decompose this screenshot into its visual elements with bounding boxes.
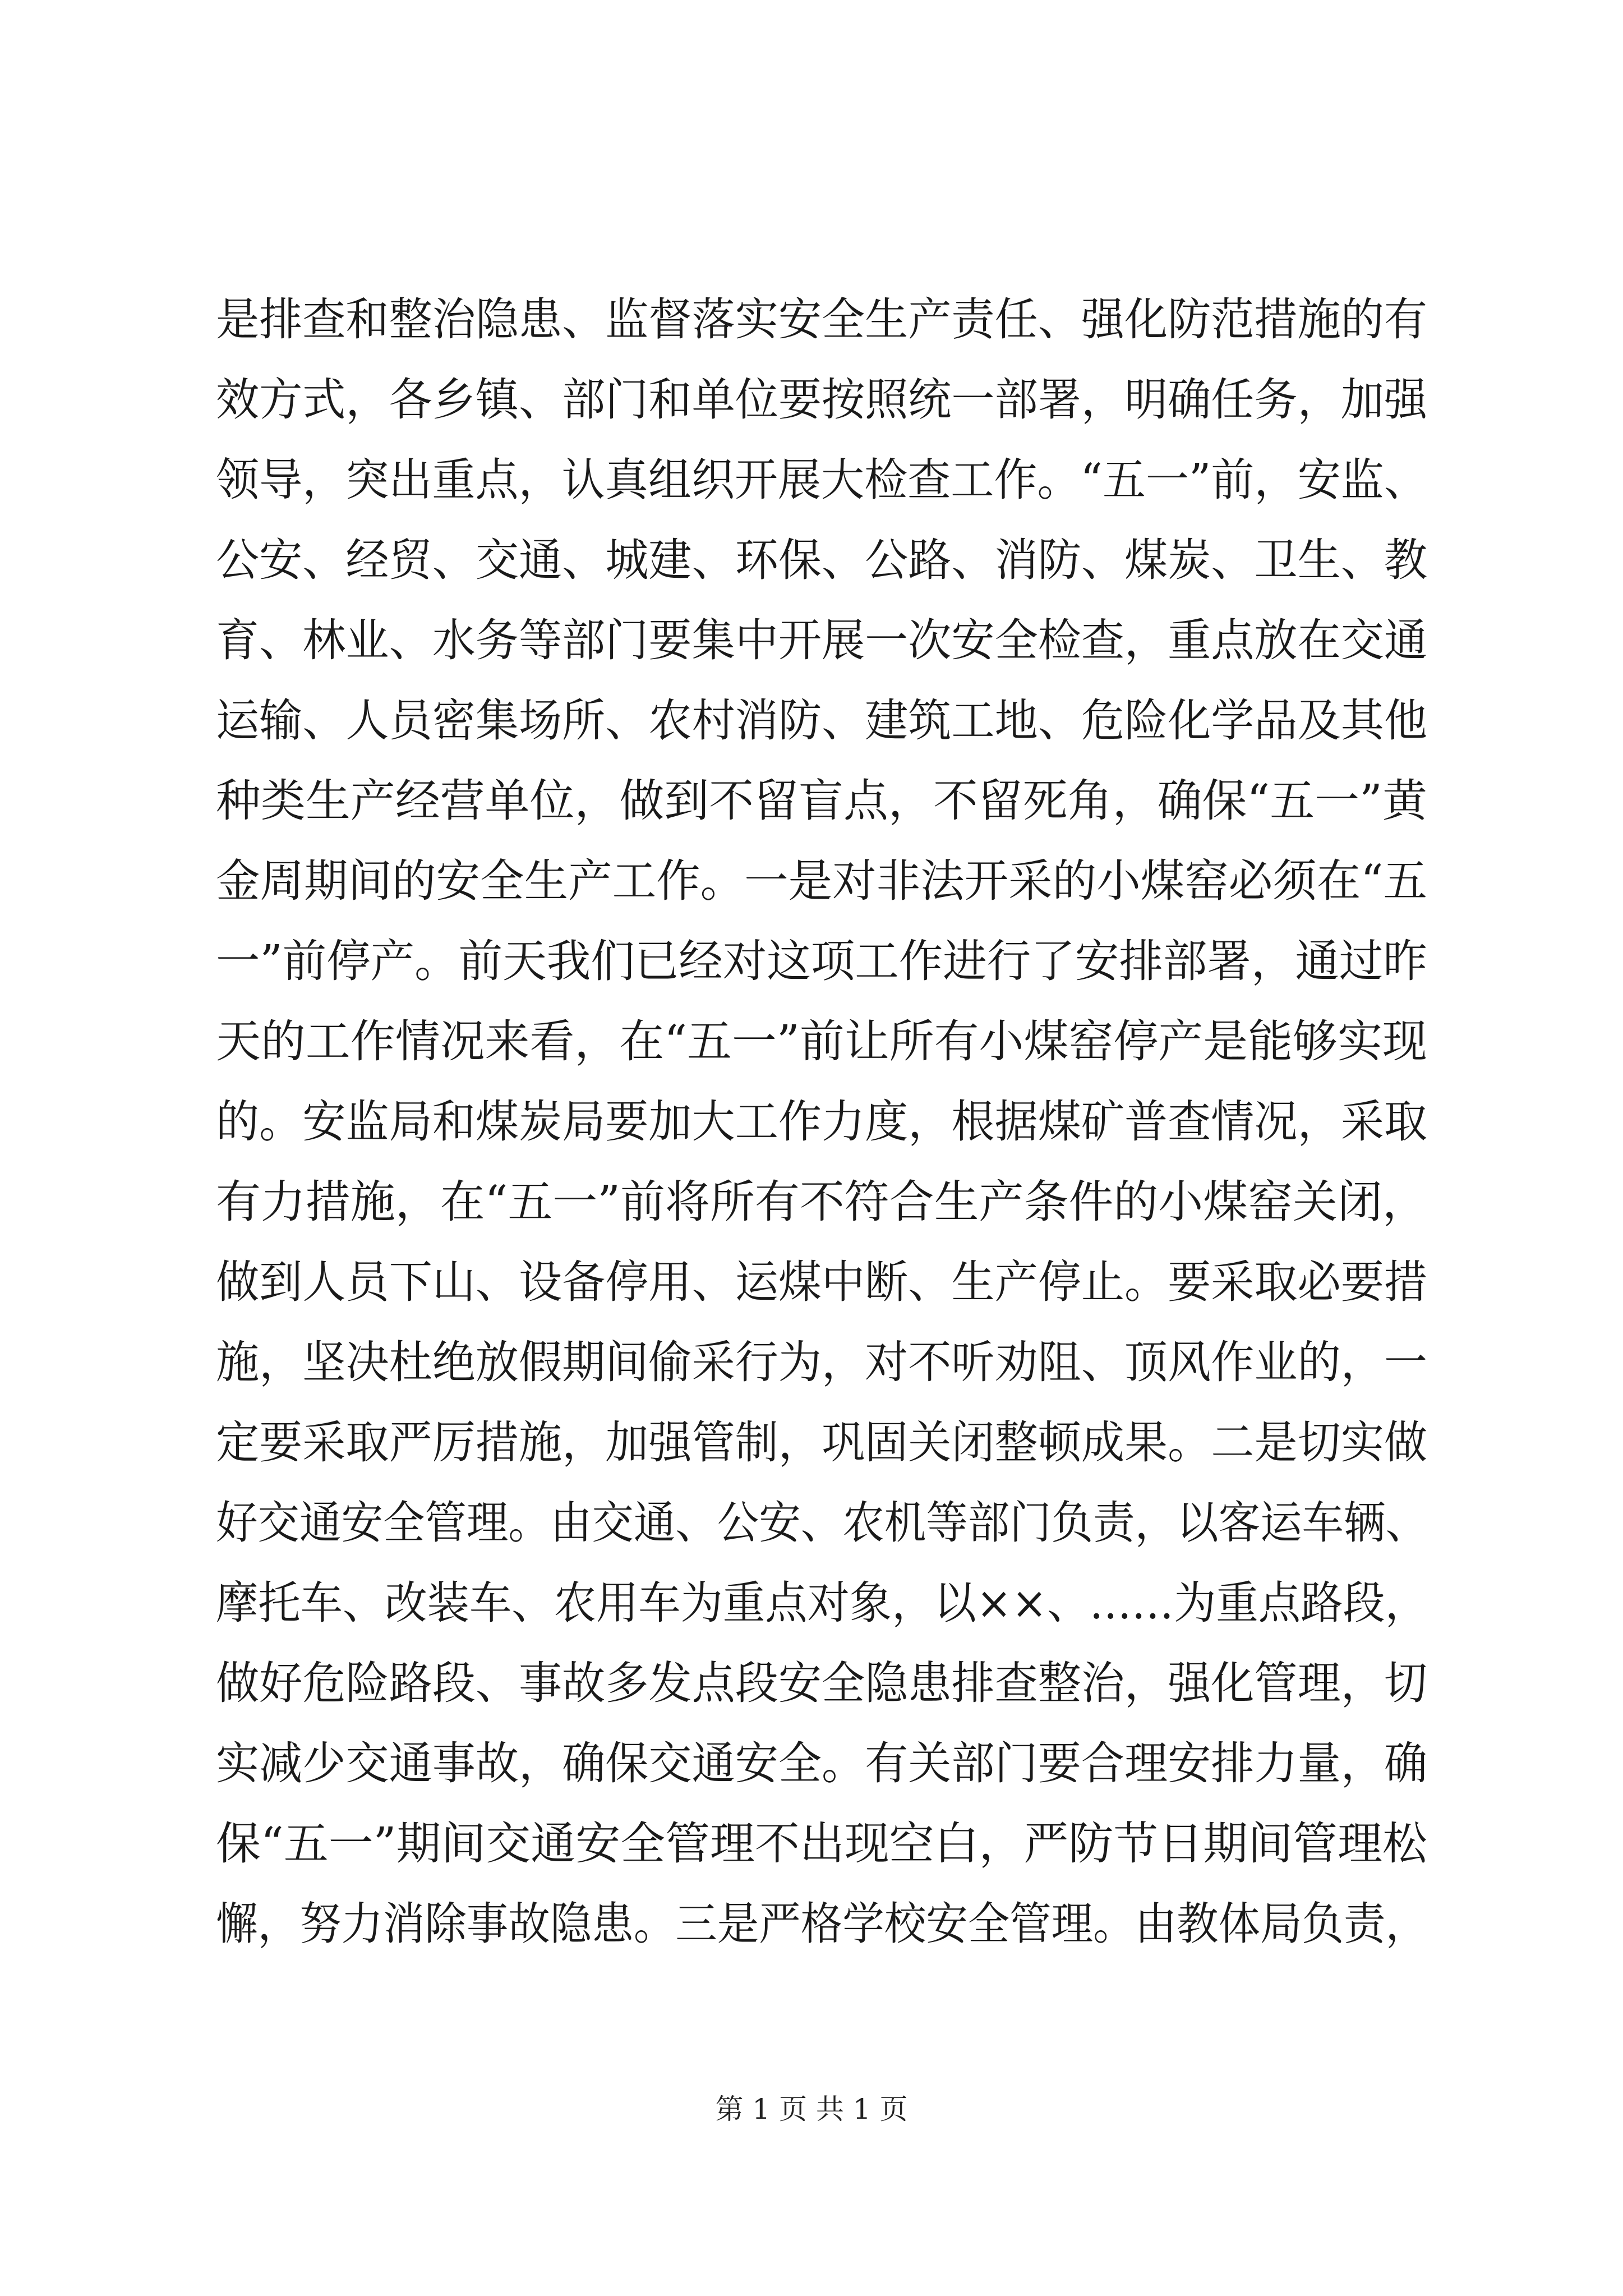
text-line: 公安、经贸、交通、城建、环保、公路、消防、煤炭、卫生、教	[216, 534, 1427, 586]
text-line: 效方式，各乡镇、部门和单位要按照统一部署，明确任务，加强	[216, 374, 1427, 426]
page-footer: 第 1 页 共 1 页	[715, 2093, 908, 2125]
text-line: 种类生产经营单位，做到不留盲点，不留死角，确保“五一”黄	[216, 775, 1427, 827]
text-line: 懈，努力消除事故隐患。三是严格学校安全管理。由教体局负责，	[216, 1898, 1427, 1950]
text-line: 实减少交通事故，确保交通安全。有关部门要合理安排力量，确	[216, 1737, 1427, 1789]
text-line: 有力措施，在“五一”前将所有不符合生产条件的小煤窑关闭，	[216, 1176, 1427, 1228]
text-line: 天的工作情况来看，在“五一”前让所有小煤窑停产是能够实现	[216, 1015, 1427, 1068]
text-line: 金周期间的安全生产工作。一是对非法开采的小煤窑必须在“五	[216, 855, 1427, 907]
text-line: 定要采取严厉措施，加强管制，巩固关闭整顿成果。二是切实做	[216, 1416, 1427, 1469]
text-line: 一”前停产。前天我们已经对这项工作进行了安排部署，通过昨	[216, 935, 1427, 987]
text-line: 运输、人员密集场所、农村消防、建筑工地、危险化学品及其他	[216, 694, 1427, 747]
text-line: 摩托车、改装车、农用车为重点对象，以××、……为重点路段，	[216, 1577, 1428, 1629]
text-line: 施，坚决杜绝放假期间偷采行为，对不听劝阻、顶风作业的，一	[216, 1336, 1427, 1388]
text-line: 领导，突出重点，认真组织开展大检查工作。“五一”前，安监、	[216, 454, 1427, 506]
text-line: 做好危险路段、事故多发点段安全隐患排查整治，强化管理，切	[216, 1657, 1427, 1709]
text-line: 的。安监局和煤炭局要加大工作力度，根据煤矿普查情况，采取	[216, 1096, 1427, 1148]
text-line: 是排查和整治隐患、监督落实安全生产责任、强化防范措施的有	[216, 293, 1427, 346]
text-line: 好交通安全管理。由交通、公安、农机等部门负责，以客运车辆、	[216, 1497, 1427, 1549]
text-line: 保“五一”期间交通安全管理不出现空白，严防节日期间管理松	[216, 1818, 1427, 1870]
text-line: 育、林业、水务等部门要集中开展一次安全检查，重点放在交通	[216, 614, 1427, 666]
text-line: 做到人员下山、设备停用、运煤中断、生产停止。要采取必要措	[216, 1256, 1427, 1308]
